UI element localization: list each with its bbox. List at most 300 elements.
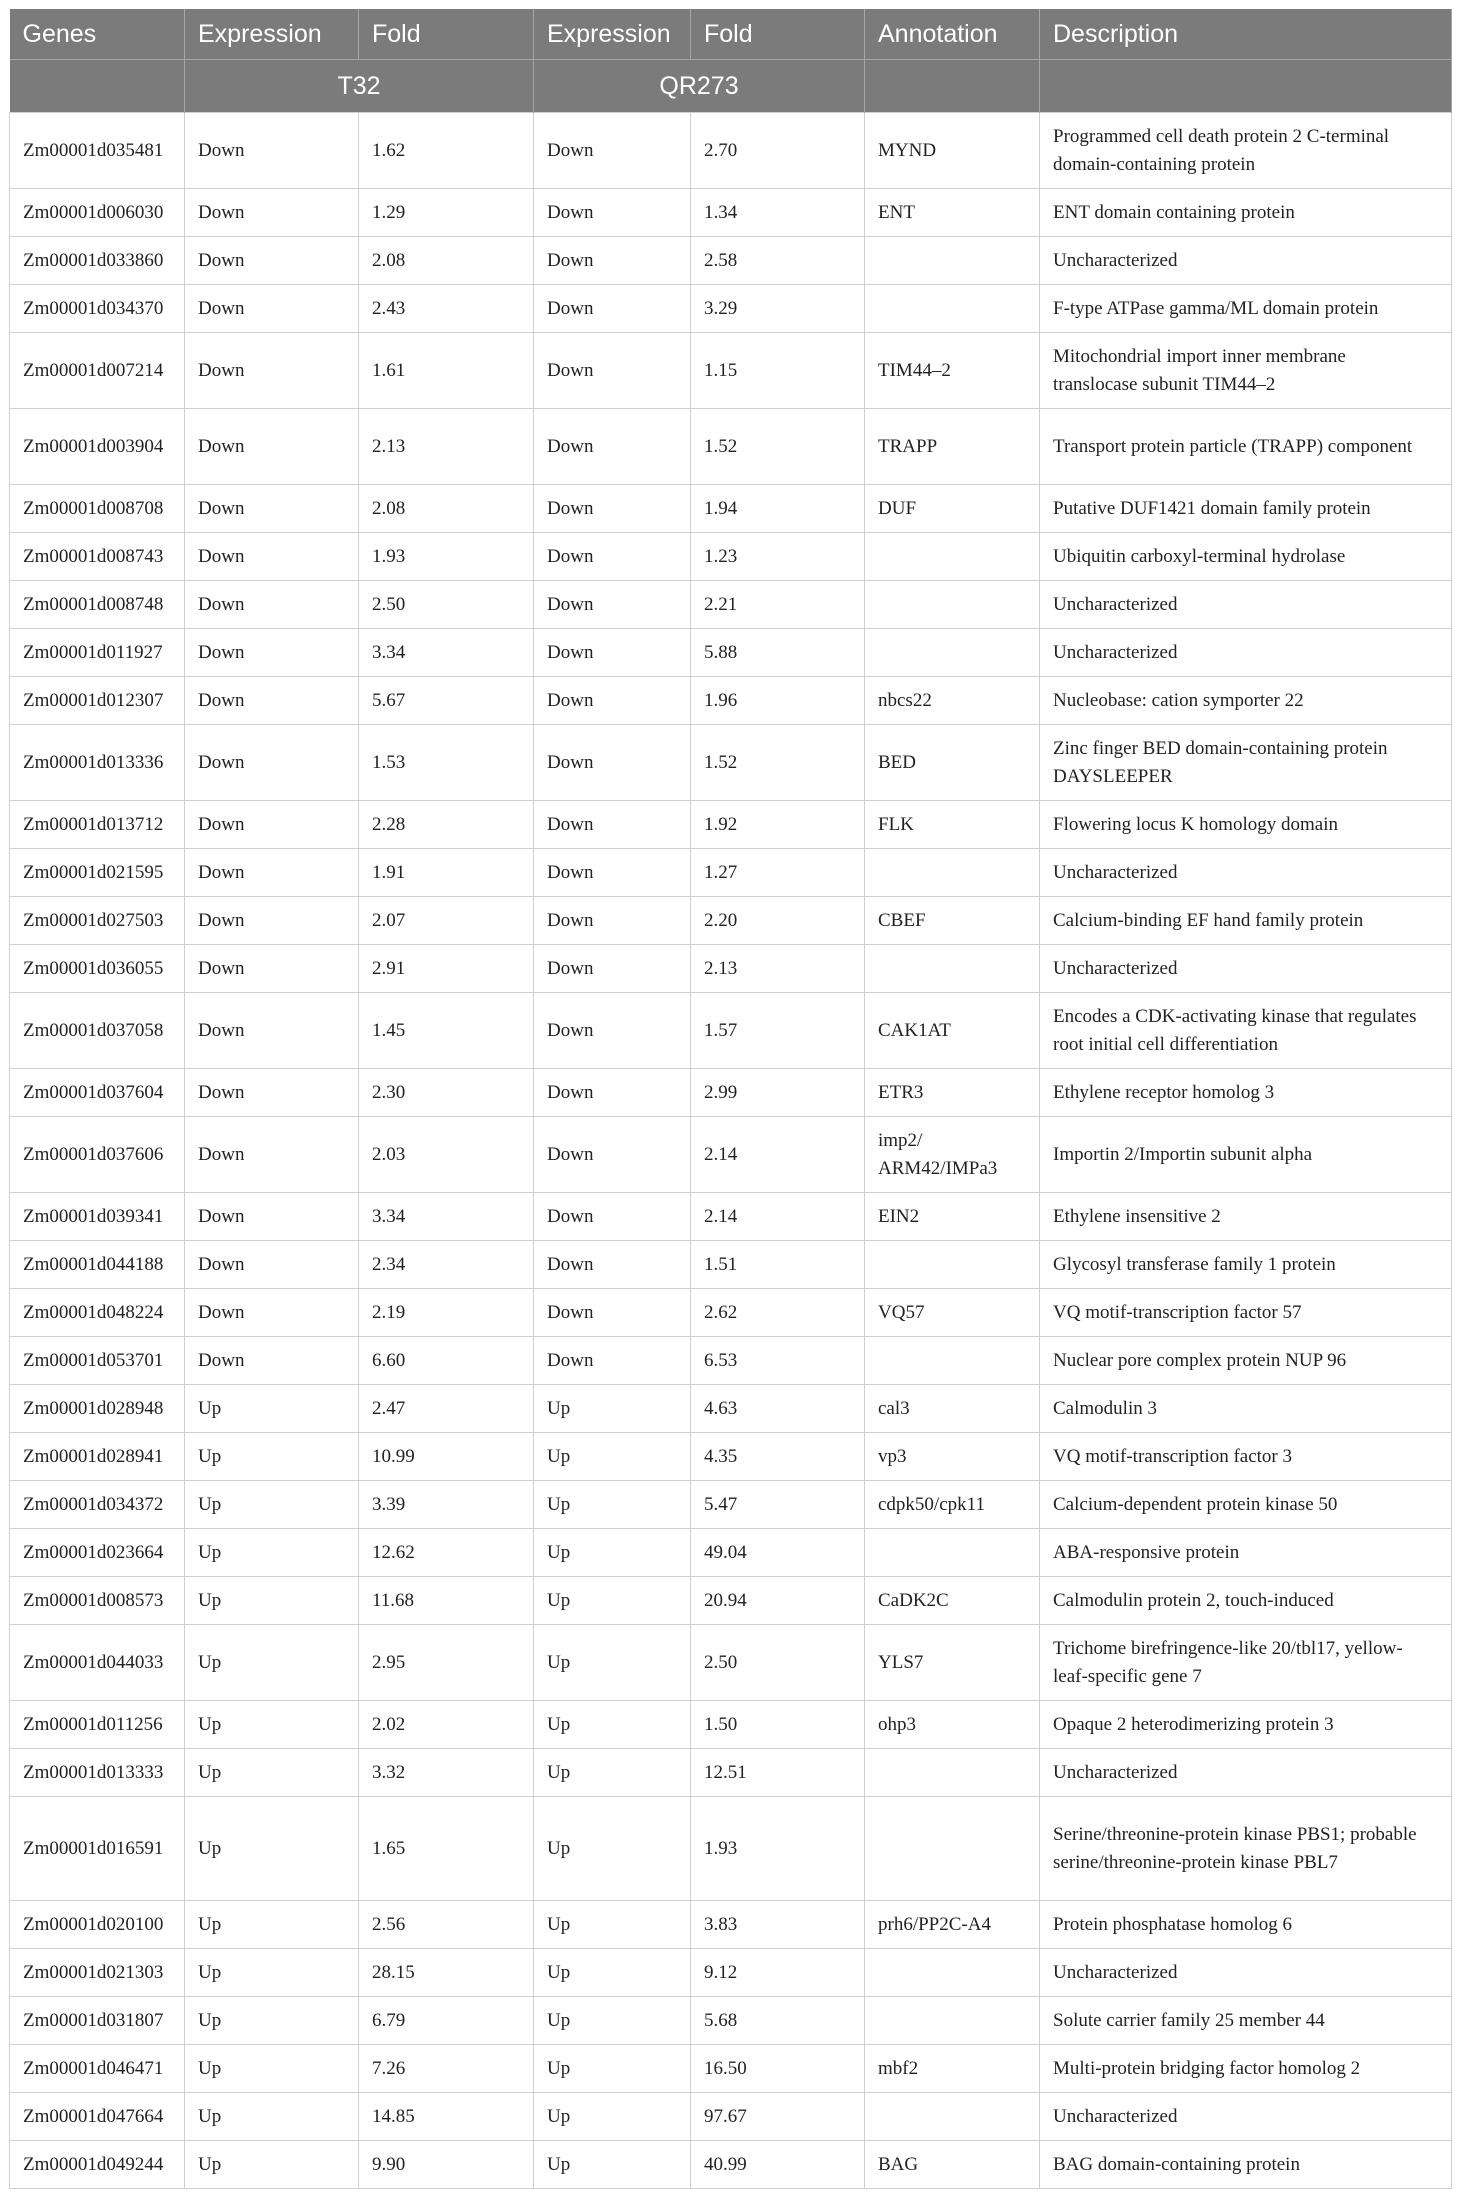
- annotation-cell: TRAPP: [865, 409, 1040, 485]
- gene-cell: Zm00001d027503: [10, 897, 185, 945]
- annotation-cell: VQ57: [865, 1289, 1040, 1337]
- qr273-expression-cell: Up: [534, 1797, 691, 1901]
- qr273-fold-cell: 2.21: [691, 581, 865, 629]
- qr273-fold-cell: 2.13: [691, 945, 865, 993]
- table-header: [10, 9, 1452, 113]
- gene-cell: Zm00001d011927: [10, 629, 185, 677]
- t32-expression-cell: Up: [185, 1997, 359, 2045]
- t32-fold-cell: 1.65: [359, 1797, 534, 1901]
- annotation-cell: [865, 285, 1040, 333]
- qr273-expression-cell: Down: [534, 333, 691, 409]
- t32-fold-cell: 6.60: [359, 1337, 534, 1385]
- qr273-fold-cell: 2.14: [691, 1117, 865, 1193]
- qr273-expression-cell: Up: [534, 2141, 691, 2189]
- description-cell: Uncharacterized: [1040, 1949, 1452, 1997]
- t32-expression-cell: Down: [185, 581, 359, 629]
- qr273-expression-cell: Up: [534, 1433, 691, 1481]
- table-row: [10, 1069, 1452, 1117]
- t32-expression-cell: Down: [185, 237, 359, 285]
- group-header-annotation: [865, 60, 1040, 113]
- annotation-cell: [865, 1241, 1040, 1289]
- qr273-fold-cell: 1.27: [691, 849, 865, 897]
- gene-expression-table: [9, 9, 1452, 2189]
- table-row: [10, 849, 1452, 897]
- t32-expression-cell: Down: [185, 1117, 359, 1193]
- gene-cell: Zm00001d028948: [10, 1385, 185, 1433]
- t32-fold-cell: 2.19: [359, 1289, 534, 1337]
- description-cell: Importin 2/Importin subunit alpha: [1040, 1117, 1452, 1193]
- t32-fold-cell: 2.08: [359, 485, 534, 533]
- group-header-qr273: QR273: [534, 60, 865, 113]
- table-body: [10, 113, 1452, 2189]
- description-cell: Glycosyl transferase family 1 protein: [1040, 1241, 1452, 1289]
- t32-expression-cell: Up: [185, 1901, 359, 1949]
- qr273-expression-cell: Down: [534, 485, 691, 533]
- qr273-expression-cell: Down: [534, 1241, 691, 1289]
- table-row: [10, 581, 1452, 629]
- qr273-fold-cell: 2.20: [691, 897, 865, 945]
- group-header-genes: [10, 60, 185, 113]
- t32-expression-cell: Down: [185, 485, 359, 533]
- qr273-fold-cell: 4.35: [691, 1433, 865, 1481]
- gene-cell: Zm00001d037604: [10, 1069, 185, 1117]
- qr273-expression-cell: Up: [534, 1385, 691, 1433]
- description-cell: Uncharacterized: [1040, 581, 1452, 629]
- table-row: [10, 1949, 1452, 1997]
- annotation-cell: [865, 629, 1040, 677]
- gene-cell: Zm00001d006030: [10, 189, 185, 237]
- gene-cell: Zm00001d039341: [10, 1193, 185, 1241]
- t32-fold-cell: 2.07: [359, 897, 534, 945]
- annotation-cell: ohp3: [865, 1701, 1040, 1749]
- qr273-fold-cell: 2.99: [691, 1069, 865, 1117]
- qr273-fold-cell: 1.52: [691, 725, 865, 801]
- t32-expression-cell: Down: [185, 849, 359, 897]
- description-cell: Solute carrier family 25 member 44: [1040, 1997, 1452, 2045]
- t32-expression-cell: Up: [185, 1749, 359, 1797]
- annotation-cell: [865, 2093, 1040, 2141]
- t32-expression-cell: Down: [185, 285, 359, 333]
- annotation-cell: [865, 945, 1040, 993]
- qr273-fold-cell: 1.96: [691, 677, 865, 725]
- annotation-cell: DUF: [865, 485, 1040, 533]
- qr273-fold-cell: 1.57: [691, 993, 865, 1069]
- t32-fold-cell: 11.68: [359, 1577, 534, 1625]
- table-row: [10, 897, 1452, 945]
- table-row: [10, 1797, 1452, 1901]
- description-cell: Serine/threonine-protein kinase PBS1; probable serine/threonine-protein kinase PBL7: [1040, 1797, 1452, 1901]
- qr273-expression-cell: Down: [534, 1289, 691, 1337]
- t32-fold-cell: 9.90: [359, 2141, 534, 2189]
- table-row: [10, 1433, 1452, 1481]
- description-cell: Uncharacterized: [1040, 2093, 1452, 2141]
- gene-cell: Zm00001d016591: [10, 1797, 185, 1901]
- table-row: [10, 1193, 1452, 1241]
- qr273-expression-cell: Down: [534, 677, 691, 725]
- qr273-fold-cell: 40.99: [691, 2141, 865, 2189]
- description-cell: ENT domain containing protein: [1040, 189, 1452, 237]
- t32-fold-cell: 12.62: [359, 1529, 534, 1577]
- qr273-fold-cell: 1.23: [691, 533, 865, 581]
- t32-fold-cell: 1.29: [359, 189, 534, 237]
- t32-fold-cell: 2.56: [359, 1901, 534, 1949]
- table-row: [10, 1997, 1452, 2045]
- qr273-fold-cell: 5.68: [691, 1997, 865, 2045]
- table-row: [10, 2045, 1452, 2093]
- qr273-fold-cell: 1.92: [691, 801, 865, 849]
- description-cell: Nuclear pore complex protein NUP 96: [1040, 1337, 1452, 1385]
- qr273-fold-cell: 49.04: [691, 1529, 865, 1577]
- description-cell: Ethylene receptor homolog 3: [1040, 1069, 1452, 1117]
- table-row: [10, 1901, 1452, 1949]
- description-cell: Zinc finger BED domain-containing protein DAYSLEEPER: [1040, 725, 1452, 801]
- t32-expression-cell: Down: [185, 993, 359, 1069]
- column-header-description: Description: [1040, 9, 1452, 60]
- table-row: [10, 333, 1452, 409]
- gene-cell: Zm00001d012307: [10, 677, 185, 725]
- qr273-fold-cell: 2.50: [691, 1625, 865, 1701]
- t32-expression-cell: Up: [185, 1529, 359, 1577]
- qr273-expression-cell: Down: [534, 1117, 691, 1193]
- annotation-cell: [865, 581, 1040, 629]
- t32-expression-cell: Down: [185, 409, 359, 485]
- table-row: [10, 189, 1452, 237]
- description-cell: BAG domain-containing protein: [1040, 2141, 1452, 2189]
- qr273-fold-cell: 16.50: [691, 2045, 865, 2093]
- qr273-expression-cell: Down: [534, 189, 691, 237]
- group-header-t32: T32: [185, 60, 534, 113]
- table-row: [10, 409, 1452, 485]
- gene-cell: Zm00001d046471: [10, 2045, 185, 2093]
- annotation-cell: [865, 533, 1040, 581]
- t32-fold-cell: 28.15: [359, 1949, 534, 1997]
- qr273-expression-cell: Up: [534, 2093, 691, 2141]
- group-header-description: [1040, 60, 1452, 113]
- description-cell: Uncharacterized: [1040, 1749, 1452, 1797]
- qr273-expression-cell: Up: [534, 1577, 691, 1625]
- t32-fold-cell: 3.34: [359, 1193, 534, 1241]
- description-cell: VQ motif-transcription factor 3: [1040, 1433, 1452, 1481]
- t32-expression-cell: Up: [185, 1797, 359, 1901]
- gene-cell: Zm00001d003904: [10, 409, 185, 485]
- description-cell: Calmodulin 3: [1040, 1385, 1452, 1433]
- qr273-fold-cell: 5.47: [691, 1481, 865, 1529]
- qr273-expression-cell: Up: [534, 1529, 691, 1577]
- description-cell: ABA-responsive protein: [1040, 1529, 1452, 1577]
- t32-expression-cell: Down: [185, 945, 359, 993]
- table-row: [10, 1749, 1452, 1797]
- table-row: [10, 113, 1452, 189]
- qr273-fold-cell: 1.50: [691, 1701, 865, 1749]
- table-row: [10, 677, 1452, 725]
- qr273-fold-cell: 2.62: [691, 1289, 865, 1337]
- description-cell: Calmodulin protein 2, touch-induced: [1040, 1577, 1452, 1625]
- table-row: [10, 1577, 1452, 1625]
- qr273-fold-cell: 1.93: [691, 1797, 865, 1901]
- gene-cell: Zm00001d037606: [10, 1117, 185, 1193]
- qr273-fold-cell: 5.88: [691, 629, 865, 677]
- qr273-expression-cell: Down: [534, 1193, 691, 1241]
- t32-fold-cell: 14.85: [359, 2093, 534, 2141]
- gene-cell: Zm00001d008748: [10, 581, 185, 629]
- table-row: [10, 801, 1452, 849]
- qr273-expression-cell: Up: [534, 2045, 691, 2093]
- t32-expression-cell: Down: [185, 897, 359, 945]
- qr273-expression-cell: Down: [534, 629, 691, 677]
- annotation-cell: TIM44–2: [865, 333, 1040, 409]
- t32-fold-cell: 1.93: [359, 533, 534, 581]
- qr273-expression-cell: Up: [534, 1949, 691, 1997]
- qr273-expression-cell: Down: [534, 725, 691, 801]
- description-cell: Multi-protein bridging factor homolog 2: [1040, 2045, 1452, 2093]
- annotation-cell: CaDK2C: [865, 1577, 1040, 1625]
- t32-expression-cell: Down: [185, 333, 359, 409]
- qr273-expression-cell: Up: [534, 1625, 691, 1701]
- description-cell: VQ motif-transcription factor 57: [1040, 1289, 1452, 1337]
- qr273-expression-cell: Up: [534, 1901, 691, 1949]
- annotation-cell: [865, 1337, 1040, 1385]
- description-cell: Uncharacterized: [1040, 237, 1452, 285]
- annotation-cell: cdpk50/cpk11: [865, 1481, 1040, 1529]
- t32-expression-cell: Down: [185, 189, 359, 237]
- column-header-t32-fold: Fold: [359, 9, 534, 60]
- t32-expression-cell: Down: [185, 1289, 359, 1337]
- qr273-expression-cell: Down: [534, 801, 691, 849]
- description-cell: Calcium-binding EF hand family protein: [1040, 897, 1452, 945]
- column-header-genes: Genes: [10, 9, 185, 60]
- description-cell: Trichome birefringence-like 20/tbl17, yellow-leaf-specific gene 7: [1040, 1625, 1452, 1701]
- gene-cell: Zm00001d008708: [10, 485, 185, 533]
- annotation-cell: MYND: [865, 113, 1040, 189]
- gene-cell: Zm00001d035481: [10, 113, 185, 189]
- t32-fold-cell: 10.99: [359, 1433, 534, 1481]
- t32-expression-cell: Up: [185, 1433, 359, 1481]
- table-row: [10, 2093, 1452, 2141]
- qr273-fold-cell: 6.53: [691, 1337, 865, 1385]
- description-cell: Mitochondrial import inner membrane translocase subunit TIM44–2: [1040, 333, 1452, 409]
- gene-cell: Zm00001d008573: [10, 1577, 185, 1625]
- t32-fold-cell: 1.45: [359, 993, 534, 1069]
- qr273-fold-cell: 1.34: [691, 189, 865, 237]
- qr273-fold-cell: 1.51: [691, 1241, 865, 1289]
- table-row: [10, 1289, 1452, 1337]
- description-cell: Protein phosphatase homolog 6: [1040, 1901, 1452, 1949]
- description-cell: Uncharacterized: [1040, 629, 1452, 677]
- qr273-fold-cell: 3.83: [691, 1901, 865, 1949]
- description-cell: Opaque 2 heterodimerizing protein 3: [1040, 1701, 1452, 1749]
- column-header-qr273-fold: Fold: [691, 9, 865, 60]
- table-row: [10, 725, 1452, 801]
- gene-cell: Zm00001d023664: [10, 1529, 185, 1577]
- t32-fold-cell: 7.26: [359, 2045, 534, 2093]
- t32-fold-cell: 2.08: [359, 237, 534, 285]
- gene-cell: Zm00001d013336: [10, 725, 185, 801]
- qr273-fold-cell: 1.52: [691, 409, 865, 485]
- qr273-expression-cell: Up: [534, 1749, 691, 1797]
- table-row: [10, 1625, 1452, 1701]
- table-row: [10, 533, 1452, 581]
- description-cell: Calcium-dependent protein kinase 50: [1040, 1481, 1452, 1529]
- description-cell: Encodes a CDK-activating kinase that regulates root initial cell differentiation: [1040, 993, 1452, 1069]
- table-row: [10, 1701, 1452, 1749]
- description-cell: F-type ATPase gamma/ML domain protein: [1040, 285, 1452, 333]
- gene-cell: Zm00001d020100: [10, 1901, 185, 1949]
- annotation-cell: mbf2: [865, 2045, 1040, 2093]
- qr273-expression-cell: Down: [534, 581, 691, 629]
- gene-cell: Zm00001d011256: [10, 1701, 185, 1749]
- description-cell: Flowering locus K homology domain: [1040, 801, 1452, 849]
- t32-fold-cell: 1.91: [359, 849, 534, 897]
- t32-expression-cell: Down: [185, 1193, 359, 1241]
- annotation-cell: [865, 1797, 1040, 1901]
- description-cell: Transport protein particle (TRAPP) component: [1040, 409, 1452, 485]
- gene-cell: Zm00001d007214: [10, 333, 185, 409]
- t32-fold-cell: 2.02: [359, 1701, 534, 1749]
- annotation-cell: CBEF: [865, 897, 1040, 945]
- qr273-fold-cell: 2.14: [691, 1193, 865, 1241]
- t32-fold-cell: 3.34: [359, 629, 534, 677]
- description-cell: Putative DUF1421 domain family protein: [1040, 485, 1452, 533]
- annotation-cell: YLS7: [865, 1625, 1040, 1701]
- table-row: [10, 1117, 1452, 1193]
- t32-fold-cell: 2.50: [359, 581, 534, 629]
- annotation-cell: prh6/PP2C-A4: [865, 1901, 1040, 1949]
- table-row: [10, 1241, 1452, 1289]
- t32-expression-cell: Down: [185, 113, 359, 189]
- qr273-fold-cell: 2.70: [691, 113, 865, 189]
- table-row: [10, 945, 1452, 993]
- qr273-expression-cell: Down: [534, 1337, 691, 1385]
- annotation-cell: CAK1AT: [865, 993, 1040, 1069]
- gene-cell: Zm00001d031807: [10, 1997, 185, 2045]
- table-row: [10, 1529, 1452, 1577]
- gene-cell: Zm00001d053701: [10, 1337, 185, 1385]
- t32-expression-cell: Down: [185, 1337, 359, 1385]
- description-cell: Nucleobase: cation symporter 22: [1040, 677, 1452, 725]
- t32-expression-cell: Up: [185, 2141, 359, 2189]
- annotation-cell: EIN2: [865, 1193, 1040, 1241]
- description-cell: Uncharacterized: [1040, 945, 1452, 993]
- annotation-cell: ENT: [865, 189, 1040, 237]
- annotation-cell: FLK: [865, 801, 1040, 849]
- gene-cell: Zm00001d021595: [10, 849, 185, 897]
- qr273-expression-cell: Up: [534, 1997, 691, 2045]
- t32-expression-cell: Down: [185, 533, 359, 581]
- description-cell: Programmed cell death protein 2 C-terminal domain-containing protein: [1040, 113, 1452, 189]
- gene-cell: Zm00001d028941: [10, 1433, 185, 1481]
- t32-fold-cell: 2.13: [359, 409, 534, 485]
- header-row-columns: [10, 9, 1452, 60]
- qr273-expression-cell: Down: [534, 533, 691, 581]
- qr273-expression-cell: Down: [534, 1069, 691, 1117]
- t32-fold-cell: 2.95: [359, 1625, 534, 1701]
- annotation-cell: nbcs22: [865, 677, 1040, 725]
- annotation-cell: BED: [865, 725, 1040, 801]
- t32-fold-cell: 3.39: [359, 1481, 534, 1529]
- annotation-cell: imp2/ ARM42/IMPa3: [865, 1117, 1040, 1193]
- t32-fold-cell: 5.67: [359, 677, 534, 725]
- t32-fold-cell: 6.79: [359, 1997, 534, 2045]
- t32-expression-cell: Down: [185, 1241, 359, 1289]
- header-row-groups: [10, 60, 1452, 113]
- qr273-fold-cell: 1.15: [691, 333, 865, 409]
- gene-cell: Zm00001d013712: [10, 801, 185, 849]
- table-row: [10, 1481, 1452, 1529]
- qr273-fold-cell: 2.58: [691, 237, 865, 285]
- description-cell: Ubiquitin carboxyl-terminal hydrolase: [1040, 533, 1452, 581]
- t32-expression-cell: Up: [185, 2093, 359, 2141]
- qr273-fold-cell: 97.67: [691, 2093, 865, 2141]
- annotation-cell: vp3: [865, 1433, 1040, 1481]
- t32-fold-cell: 2.34: [359, 1241, 534, 1289]
- table-row: [10, 237, 1452, 285]
- qr273-fold-cell: 1.94: [691, 485, 865, 533]
- gene-cell: Zm00001d034372: [10, 1481, 185, 1529]
- t32-expression-cell: Down: [185, 1069, 359, 1117]
- t32-expression-cell: Up: [185, 1701, 359, 1749]
- table-row: [10, 285, 1452, 333]
- table-row: [10, 2141, 1452, 2189]
- column-header-annotation: Annotation: [865, 9, 1040, 60]
- description-cell: Uncharacterized: [1040, 849, 1452, 897]
- qr273-expression-cell: Down: [534, 993, 691, 1069]
- qr273-fold-cell: 20.94: [691, 1577, 865, 1625]
- t32-expression-cell: Down: [185, 629, 359, 677]
- gene-cell: Zm00001d033860: [10, 237, 185, 285]
- qr273-fold-cell: 4.63: [691, 1385, 865, 1433]
- table-row: [10, 993, 1452, 1069]
- t32-fold-cell: 2.03: [359, 1117, 534, 1193]
- table-row: [10, 1385, 1452, 1433]
- annotation-cell: ETR3: [865, 1069, 1040, 1117]
- t32-fold-cell: 2.28: [359, 801, 534, 849]
- t32-expression-cell: Up: [185, 1949, 359, 1997]
- t32-fold-cell: 2.43: [359, 285, 534, 333]
- annotation-cell: [865, 1997, 1040, 2045]
- qr273-expression-cell: Up: [534, 1701, 691, 1749]
- gene-cell: Zm00001d013333: [10, 1749, 185, 1797]
- qr273-expression-cell: Down: [534, 849, 691, 897]
- t32-expression-cell: Up: [185, 1577, 359, 1625]
- gene-cell: Zm00001d049244: [10, 2141, 185, 2189]
- t32-fold-cell: 1.53: [359, 725, 534, 801]
- t32-expression-cell: Up: [185, 1385, 359, 1433]
- t32-expression-cell: Down: [185, 801, 359, 849]
- t32-expression-cell: Up: [185, 1481, 359, 1529]
- qr273-expression-cell: Down: [534, 285, 691, 333]
- t32-fold-cell: 1.61: [359, 333, 534, 409]
- t32-expression-cell: Down: [185, 677, 359, 725]
- annotation-cell: cal3: [865, 1385, 1040, 1433]
- qr273-expression-cell: Down: [534, 897, 691, 945]
- gene-cell: Zm00001d036055: [10, 945, 185, 993]
- column-header-qr273-expression: Expression: [534, 9, 691, 60]
- table-row: [10, 485, 1452, 533]
- gene-cell: Zm00001d048224: [10, 1289, 185, 1337]
- t32-expression-cell: Down: [185, 725, 359, 801]
- t32-fold-cell: 3.32: [359, 1749, 534, 1797]
- table-row: [10, 1337, 1452, 1385]
- table-row: [10, 629, 1452, 677]
- qr273-expression-cell: Up: [534, 1481, 691, 1529]
- gene-cell: Zm00001d008743: [10, 533, 185, 581]
- qr273-fold-cell: 3.29: [691, 285, 865, 333]
- t32-fold-cell: 1.62: [359, 113, 534, 189]
- column-header-t32-expression: Expression: [185, 9, 359, 60]
- qr273-expression-cell: Down: [534, 945, 691, 993]
- qr273-expression-cell: Down: [534, 113, 691, 189]
- annotation-cell: [865, 1529, 1040, 1577]
